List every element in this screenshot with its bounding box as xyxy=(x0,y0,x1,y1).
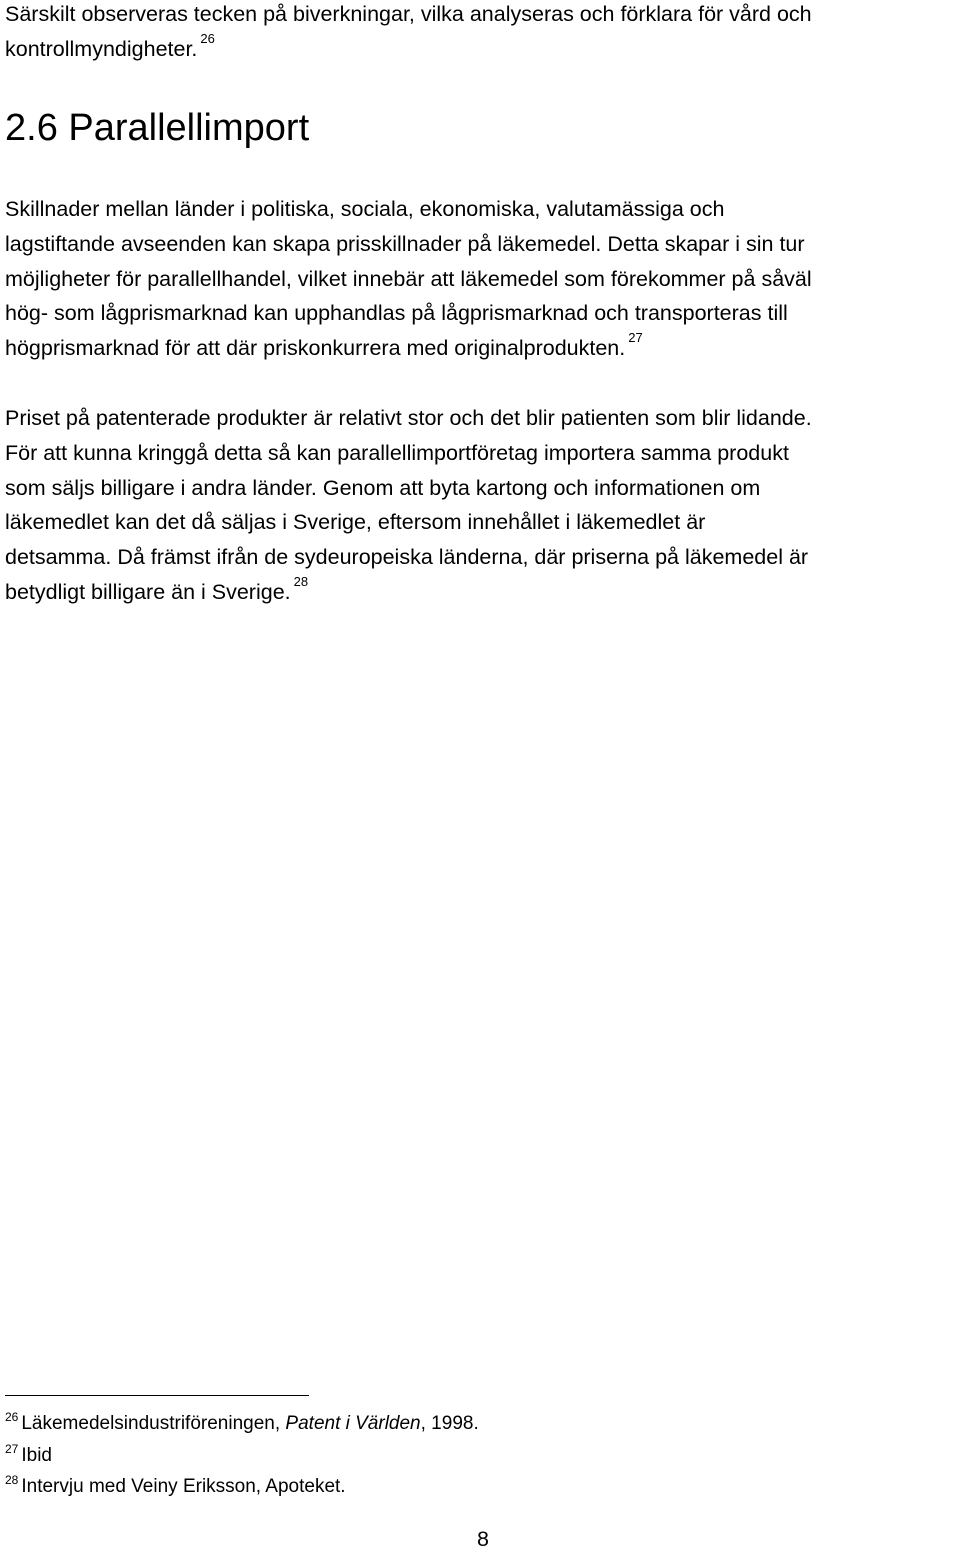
footnote xyxy=(5,1468,479,1500)
footnote-separator xyxy=(5,1395,309,1396)
section-heading: 2.6 Parallellimport xyxy=(5,107,310,149)
footnote-text: Läkemedelsindustriföreningen, xyxy=(21,1413,286,1434)
paragraph-text: Priset på patenterade produkter är relativt stor och det blir patienten som blir lidande. För att kunna kringgå detta så kan parallellimportföretag importera samma produkt som säljs billigare i andra länder. Genom att byta kartong och informationen om läkemedlet kan det då säljas i Sverige, eftersom innehållet i läkemedlet är detsamma. Då främst ifrån de sydeuropeiska länderna, där priserna på läkemedel är betydligt billigare än i Sverige. xyxy=(5,406,812,604)
footnote-reference[interactable]: 28 xyxy=(293,573,309,589)
footnote xyxy=(5,1405,479,1437)
footnote-reference[interactable]: 27 xyxy=(628,330,643,346)
footnote-title: Patent i Världen xyxy=(285,1413,421,1434)
footnote-reference[interactable]: 26 xyxy=(200,30,215,46)
footnote-number: 28 xyxy=(5,1473,19,1487)
body-paragraph xyxy=(5,192,960,366)
footnote-number: 27 xyxy=(5,1441,19,1456)
footnotes-list xyxy=(5,1405,479,1500)
document-page xyxy=(5,0,955,1554)
footnote-text: Ibid xyxy=(21,1444,52,1466)
footnote-text: Intervju med Veiny Eriksson, Apoteket. xyxy=(21,1476,346,1497)
page-number: 8 xyxy=(477,1527,489,1551)
footnote-number: 26 xyxy=(5,1410,19,1424)
intro-paragraph xyxy=(5,0,960,67)
paragraph-text: Skillnader mellan länder i politiska, sociala, ekonomiska, valutamässiga och lagstiftande avseenden kan skapa prisskillnader på läkemedel. Detta skapar i sin tur möjligheter för parallellhandel, vilket innebär att läkemedel som förekommer på såväl hög- som lågprismarknad kan upphandlas på lågprismarknad och transporteras till högprismarknad för att där priskonkurrera med originalprodukten. xyxy=(5,197,812,361)
intro-text: Särskilt observeras tecken på biverkningar, vilka analyseras och förklara för vård och kontrollmyndigheter. xyxy=(5,2,812,61)
footnote xyxy=(5,1437,479,1469)
footnote-text-end: , 1998. xyxy=(420,1413,479,1434)
body-paragraph xyxy=(5,401,960,610)
